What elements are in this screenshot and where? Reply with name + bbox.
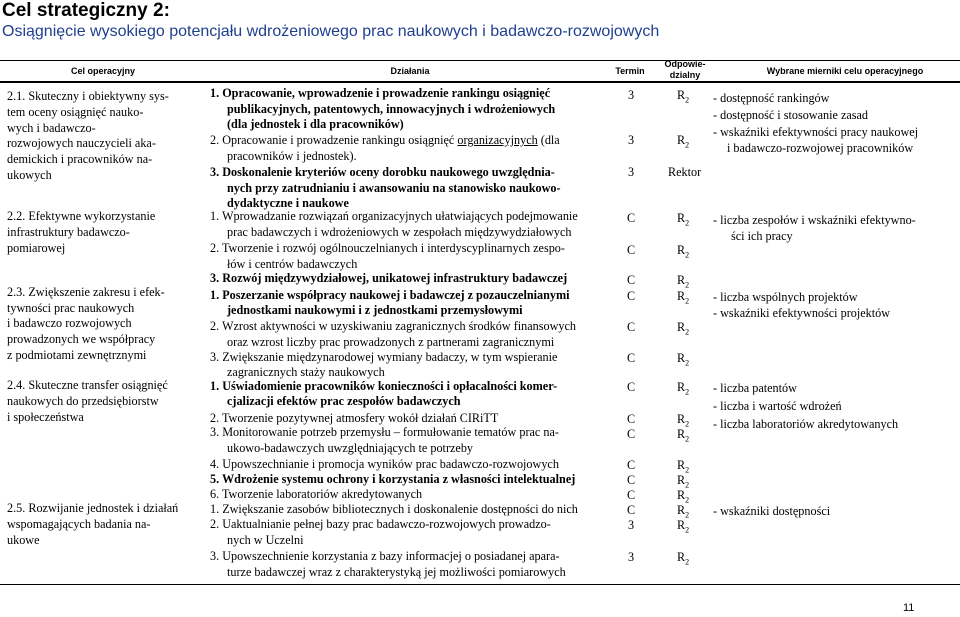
action-line: oraz wzrost liczby prac prowadzonych z partnerami zagranicznymi — [227, 335, 555, 349]
action-line: 1. Zwiększanie zasobów bibliotecznych i doskonalenie dostępności do nich — [210, 502, 578, 516]
measure-line: - wskaźniki efektywności projektów — [713, 306, 891, 320]
responsible-value: $R_2$ — [677, 211, 690, 228]
responsible-value: $R_2$ — [677, 488, 690, 505]
table-bottom-rule — [0, 584, 960, 585]
responsible-value: $R_2$ — [677, 320, 690, 337]
term-value: 3 — [628, 518, 635, 532]
goal-line: tem oceny osiągnięć nauko- — [7, 105, 144, 119]
action-line: publikacyjnych, patentowych, innowacyjnych i wdrożeniowych — [227, 102, 556, 116]
action-line: 5. Wdrożenie systemu ochrony i korzystania z własności intelektualnej — [210, 472, 576, 486]
term-value: C — [627, 380, 636, 394]
term-value: 3 — [628, 165, 635, 179]
action-line: 2. Tworzenie pozytywnej atmosfery wokół działań CIRiTT — [210, 411, 499, 425]
goal-line: 2.5. Rozwijanie jednostek i działań — [7, 501, 179, 515]
action-line: prac badawczych i wdrożeniowych w zespołach międzywydziałowych — [227, 225, 572, 239]
term-value: C — [627, 211, 636, 225]
measure-line: - wskaźniki efektywności pracy naukowej — [713, 125, 919, 139]
term-value: C — [627, 243, 636, 257]
action-line: nych przy zatrudnianiu i awansowaniu na stanowisko naukowo- — [227, 181, 561, 195]
responsible-value: $R_2$ — [677, 243, 690, 260]
responsible-value: $R_2$ — [677, 88, 690, 105]
action-line: 1. Wprowadzanie rozwiązań organizacyjnych ułatwiających podejmowanie — [210, 209, 578, 223]
header-term: Termin — [615, 66, 645, 76]
goal-line: 2.1. Skuteczny i obiektywny sys- — [7, 89, 169, 103]
term-value: C — [627, 351, 636, 365]
action-line: 2. Tworzenie i rozwój ogólnouczelnianych i interdyscyplinarnych zespo- — [210, 241, 565, 255]
responsible-value: $R_2$ — [677, 518, 690, 535]
responsible-value: $R_2$ — [677, 289, 690, 306]
header-responsible-2: dzialny — [669, 70, 701, 80]
header-goal: Cel operacyjny — [70, 66, 136, 76]
term-value: C — [627, 473, 636, 487]
action-line: 4. Upowszechnianie i promocja wyników prac badawczo-rozwojowych — [210, 457, 559, 471]
action-line: ukowo-badawczych uwzględniających te potrzeby — [227, 441, 474, 455]
goal-line: i społeczeństwa — [7, 410, 84, 424]
responsible-value: $R_2$ — [677, 351, 690, 368]
measure-line: - dostępność rankingów — [713, 91, 830, 105]
action-line: 1. Uświadomienie pracowników konieczności i opłacalności komer- — [210, 379, 558, 393]
action-line: 3. Rozwój międzywydziałowej, unikatowej infrastruktury badawczej — [210, 271, 568, 285]
responsible-value: $R_2$ — [677, 473, 690, 490]
action-line: 2. Uaktualnianie pełnej bazy prac badawczo-rozwojowych prowadzo- — [210, 517, 551, 531]
responsible-rector: Rektor — [668, 165, 702, 179]
goal-line: z podmiotami zewnętrznymi — [7, 348, 147, 362]
responsible-value: $R_2$ — [677, 550, 690, 567]
goal-line: rozwojowych nauczycieli aka- — [7, 136, 156, 150]
goal-line: demickich i pracowników na- — [7, 152, 153, 166]
action-line: jednostkami naukowymi i z jednostkami przemysłowymi — [227, 303, 523, 317]
term-value: C — [627, 412, 636, 426]
goal-line: pomiarowej — [7, 241, 66, 255]
strategic-goal-heading: Cel strategiczny 2: — [2, 0, 170, 21]
term-value: C — [627, 289, 636, 303]
strategic-goal-subtitle: Osiągnięcie wysokiego potencjału wdrożeniowego prac naukowych i badawczo-rozwojowych — [2, 23, 660, 40]
action-line: 3. Zwiększanie międzynarodowej wymiany badaczy, w tym wspieranie — [210, 350, 558, 364]
goal-line: 2.4. Skuteczne transfer osiągnięć — [7, 378, 168, 392]
header-bottom-rule — [0, 81, 960, 83]
responsible-value: $R_2$ — [677, 458, 690, 475]
responsible-value: $R_2$ — [677, 412, 690, 429]
goal-line: wych i badawczo- — [7, 121, 96, 135]
term-value: C — [627, 503, 636, 517]
term-value: 3 — [628, 133, 635, 147]
action-line: zagranicznych staży naukowych — [227, 365, 385, 379]
action-line: 2. Opracowanie i prowadzenie rankingu osiągnięć organizacyjnych (dla — [210, 133, 560, 147]
header-measures: Wybrane mierniki celu operacyjnego — [766, 66, 924, 76]
measure-line: - liczba i wartość wdrożeń — [713, 399, 842, 413]
action-line: 1. Opracowanie, wprowadzenie i prowadzenie rankingu osiągnięć — [210, 86, 551, 100]
goal-line: prowadzonych we współpracy — [7, 332, 156, 346]
header-actions: Działania — [390, 66, 430, 76]
action-line: łów i centrów badawczych — [227, 257, 358, 271]
goal-line: 2.2. Efektywne wykorzystanie — [7, 209, 156, 223]
goal-line: infrastruktury badawczo- — [7, 225, 130, 239]
term-value: 3 — [628, 550, 635, 564]
action-line: 1. Poszerzanie współpracy naukowej i badawczej z pozauczelnianymi — [210, 288, 570, 302]
responsible-value: $R_2$ — [677, 133, 690, 150]
responsible-value: $R_2$ — [677, 380, 690, 397]
action-line: nych w Uczelni — [227, 533, 304, 547]
responsible-value: $R_2$ — [677, 273, 690, 290]
measure-line: - wskaźniki dostępności — [713, 504, 831, 518]
action-line: 3. Upowszechnienie korzystania z bazy informacjej o posiadanej apara- — [210, 549, 560, 563]
action-line: cjalizacji efektów prac zespołów badawczych — [227, 394, 461, 408]
action-line: pracowników i jednostek). — [227, 149, 357, 163]
page-number: 11 — [903, 602, 915, 614]
goal-line: wspomagających badania na- — [7, 517, 151, 531]
term-value: 3 — [628, 88, 635, 102]
action-line: 3. Doskonalenie kryteriów oceny dorobku naukowego uwzględnia- — [210, 165, 555, 179]
measure-line: - liczba wspólnych projektów — [713, 290, 858, 304]
goal-line: ukowe — [7, 533, 40, 547]
action-line: 6. Tworzenie laboratoriów akredytowanych — [210, 487, 423, 501]
measure-line: - dostępność i stosowanie zasad — [713, 108, 869, 122]
term-value: C — [627, 458, 636, 472]
goal-line: ukowych — [7, 168, 52, 182]
action-line: turze badawczej wraz z charakterystyką jej możliwości pomiarowych — [227, 565, 566, 579]
goal-line: tywności prac naukowych — [7, 301, 135, 315]
action-line: (dla jednostek i dla pracowników) — [227, 117, 404, 131]
measure-line: ści ich pracy — [731, 229, 793, 243]
term-value: C — [627, 320, 636, 334]
term-value: C — [627, 273, 636, 287]
header-responsible-1: Odpowie- — [664, 59, 706, 69]
action-line: dydaktyczne i naukowe — [227, 196, 349, 210]
measure-line: - liczba laboratoriów akredytowanych — [713, 417, 899, 431]
responsible-value: $R_2$ — [677, 503, 690, 520]
measure-line: i badawczo-rozwojowej pracowników — [727, 141, 914, 155]
measure-line: - liczba zespołów i wskaźniki efektywno- — [713, 213, 916, 227]
goal-line: 2.3. Zwiększenie zakresu i efek- — [7, 285, 165, 299]
goal-line: i badawczo rozwojowych — [7, 316, 132, 330]
term-value: C — [627, 427, 636, 441]
responsible-value: $R_2$ — [677, 427, 690, 444]
action-line: 3. Monitorowanie potrzeb przemysłu – formułowanie tematów prac na- — [210, 425, 559, 439]
goal-line: naukowych do przedsiębiorstw — [7, 394, 159, 408]
term-value: C — [627, 488, 636, 502]
table-top-rule — [0, 60, 960, 61]
action-line: 2. Wzrost aktywności w uzyskiwaniu zagranicznych środków finansowych — [210, 319, 576, 333]
measure-line: - liczba patentów — [713, 381, 797, 395]
